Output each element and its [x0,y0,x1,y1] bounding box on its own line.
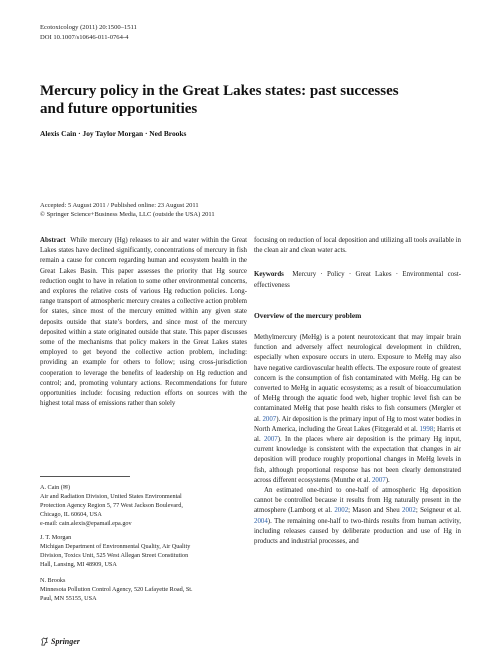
springer-logo-text: Springer [51,637,80,646]
affiliation-morgan [40,533,250,569]
affiliation-name: N. Brooks [40,577,66,584]
affiliation-brooks [40,576,250,603]
text-run: Methylmercury (MeHg) is a potent neurotoxicant that may impair brain function and adversely affect neurological development in children, especially when exposure occurs in utero. Exposure to MeHg may also have negative cardiovascular health effects. The exposure route of greatest concern is the consumption of fish contaminated with MeHg. Hg can be converted to MeHg in aquatic ecosystems; as a result of bioaccumulation of MeHg through the aquatic food web, higher trophic level fish can be contaminated MeHg that pose health risks to fish consumers (Mergler et al. [254,334,461,423]
affiliation-email[interactable]: e-mail: cain.alexis@epamail.epa.gov [40,520,132,527]
affiliation-line: Michigan Department of Environmental Quality, Air Quality [40,543,191,550]
affiliation-line: Protection Agency Region 5, 77 West Jackson Boulevard, [40,502,183,509]
text-run: ). In the places where air deposition is the primary Hg input, current knowledge is consistent with the expectation that changes in air deposition will produce roughly proportional changes in MeHg levels in fish, although proportional response has not been clearly demonstrated across different ecosystems (Munthe et al. [254,436,461,484]
publication-dates [40,201,215,220]
section-heading: Overview of the mercury problem [254,310,362,320]
running-header [40,23,137,42]
text-run: ; Seigneur et al. [415,507,462,515]
copyright: © Springer Science+Business Media, LLC (outside the USA) 2011 [40,211,215,219]
text-run: ). [385,476,390,484]
journal-citation: Ecotoxicology (2011) 20:1500–1511 [40,24,137,31]
affiliation-cain [40,483,250,528]
citation-link[interactable]: 2002 [402,507,416,515]
citation-link[interactable]: 2007 [263,436,278,444]
abstract [40,236,247,409]
right-column [254,236,461,547]
citation-link[interactable]: 2002 [334,507,349,515]
springer-horse-icon [40,637,49,646]
citation-link[interactable]: 2007 [262,415,277,423]
affiliation-line: Paul, MN 55155, USA [40,595,97,602]
body-paragraph-1 [254,333,461,486]
affiliation-line: Chicago, IL 60604, USA [40,511,102,518]
citation-link[interactable]: 2004 [254,517,268,525]
text-run: An estimated one-third to one-half of atmospheric Hg deposition cannot be controlled because it results from Hg naturally present in the atmosphere (Lamborg et al. [254,487,461,515]
title-line-1: Mercury policy in the Great Lakes states: past successes [40,83,399,99]
affiliation-line: Minnesota Pollution Control Agency, 520 Lafayette Road, St. [40,586,193,593]
title-line-2: and future opportunities [40,101,198,117]
citation-link[interactable]: 2007 [371,476,386,484]
footnote-rule [40,476,130,477]
text-run: ; Mason and Sheu [348,507,403,515]
keywords [254,270,461,290]
keywords-label: Keywords [254,271,284,279]
publisher-footer [40,637,80,646]
abstract-label: Abstract [40,237,66,244]
abstract-text: While mercury (Hg) releases to air and water within the Great Lakes states have declined significantly, concentrations of mercury in fish remain a cause for concern regarding human and ecosystem health in the Great Lakes Basin. This paper assesses the priority that Hg source reduction ought to have in relation to some other environmental concerns, and explores the relative costs of various Hg reduction policies. Long-range transport of atmospheric mercury creates a collective action problem for states, since most of the mercury emitted within any given state deposits outside that state’s borders, and since most of the mercury deposited within a state originated outside that state. This paper discusses some of the mechanisms that policy makers in the Great Lakes states employed to get beyond the collective action problem, including: providing an example for others to follow; using cross-jurisdiction cooperation to leverage the benefits of leadership on Hg reduction and control; and, promoting voluntary actions. Recommendations for future opportunities include: focusing reduction efforts on sources with the highest total mass of emissions rather than solely [40,237,247,408]
keywords-text: Mercury · Policy · Great Lakes · Environmental cost-effectiveness [254,271,461,289]
author-list: Alexis Cain · Joy Taylor Morgan · Ned Brooks [40,129,187,138]
left-column [40,236,247,409]
affiliation-name: A. Cain (✉) [40,484,71,491]
text-run: ; Harris et al. [254,425,461,444]
affiliation-line: Hall, Lansing, MI 48909, USA [40,561,117,568]
text-run: ). Air deposition is the primary input of Hg to most water bodies in North America, including the Great Lakes (Fitzgerald et al. [254,415,462,433]
citation-link[interactable]: 1998 [419,425,434,433]
affiliation-name: J. T. Morgan [40,534,72,541]
article-title [40,82,460,118]
affiliation-line: Division, Toxics Unit, 525 West Allegan Street Constitution [40,552,189,559]
affiliation-line: Air and Radiation Division, United States Environmental [40,493,182,500]
accepted-published: Accepted: 5 August 2011 / Published online: 23 August 2011 [40,202,199,209]
abstract-continued: focusing on reduction of local deposition and utilizing all tools available in the clean air and clean water acts. [254,237,461,255]
body-paragraph-2 [254,486,461,547]
doi: DOI 10.1007/s10646-011-0764-4 [40,33,129,41]
text-run: ). The remaining one-half to two-thirds results from human activity, including releases caused by deliberate production and use of Hg in products and industrial processes, and [254,517,461,546]
